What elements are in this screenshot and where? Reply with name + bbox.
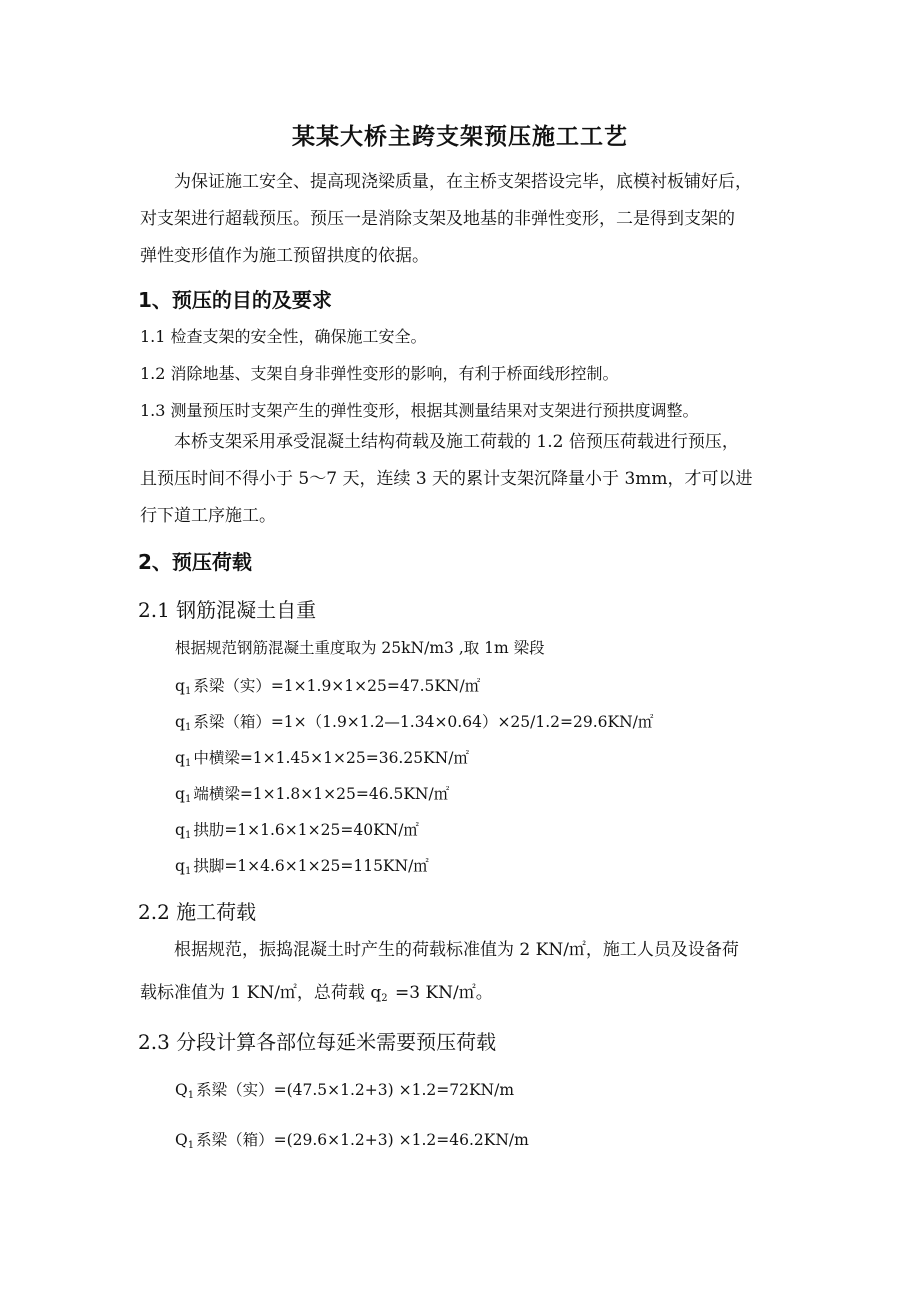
formula-row: [175, 710, 653, 733]
formula-symbol: q: [175, 785, 185, 803]
intro-paragraph: [140, 164, 790, 275]
subsection-2-2-line-1: 根据规范，振捣混凝土时产生的荷载标准值为 2 KN/㎡，施工人员及设备荷: [174, 940, 739, 960]
formula-text: 端横梁=1×1.8×1×25=46.5KN/㎡: [193, 785, 450, 803]
section-1-para-line-1: 本桥支架采用承受混凝土结构荷载及施工荷载的 1.2 倍预压荷载进行预压，: [174, 432, 739, 452]
section-1-item-1: 1.1 检查支架的安全性，确保施工安全。: [140, 327, 427, 346]
formula-symbol: q: [175, 821, 185, 839]
section-2-heading: 2、预压荷载: [138, 550, 252, 574]
formula-row: [175, 674, 480, 697]
intro-line-1: 为保证施工安全、提高现浇梁质量，在主桥支架搭设完毕，底模衬板铺好后，: [174, 172, 752, 192]
formula-symbol: Q: [175, 1081, 188, 1099]
formula-text: 拱肋=1×1.6×1×25=40KN/㎡: [193, 821, 419, 839]
page-title: 某某大桥主跨支架预压施工工艺: [292, 123, 628, 150]
formula-text: 系梁（实）=(47.5×1.2+3) ×1.2=72KN/m: [196, 1081, 515, 1099]
formula-subscript: 1: [184, 722, 192, 733]
section-1-paragraph: [140, 424, 790, 535]
formula-subscript: 1: [184, 686, 192, 697]
section-1-para-line-2: 且预压时间不得小于 5～7 天，连续 3 天的累计支架沉降量小于 3mm，才可以进: [140, 469, 753, 489]
formula-row: [175, 1128, 529, 1151]
formula-symbol: q: [175, 749, 185, 767]
subsection-2-1-intro: 根据规范钢筋混凝土重度取为 25kN/m3 ,取 1m 梁段: [175, 639, 545, 657]
formula-symbol: Q: [175, 1131, 188, 1149]
formula-text: 系梁（箱）=(29.6×1.2+3) ×1.2=46.2KN/m: [196, 1131, 529, 1149]
section-1-para-line-3: 行下道工序施工。: [140, 506, 276, 526]
section-1-item-3: 1.3 测量预压时支架产生的弹性变形，根据其测量结果对支架进行预拱度调整。: [140, 401, 699, 420]
subsection-2-2-paragraph: [140, 930, 790, 1022]
formula-subscript: 1: [187, 1090, 195, 1101]
formula-row: [175, 818, 419, 841]
formula-subscript: 1: [184, 830, 192, 841]
formula-subscript: 1: [184, 794, 192, 805]
intro-line-3: 弹性变形值作为施工预留拱度的依据。: [140, 246, 429, 266]
formula-row: [175, 854, 429, 877]
subsection-2-3-heading: 2.3 分段计算各部位每延米需要预压荷载: [138, 1030, 497, 1054]
formula-row: [175, 1078, 514, 1101]
section-1-item-2: 1.2 消除地基、支架自身非弹性变形的影响，有利于桥面线形控制。: [140, 364, 619, 383]
formula-text: 系梁（箱）=1×（1.9×1.2—1.34×0.64）×25/1.2=29.6KN/㎡: [193, 713, 654, 731]
intro-line-2: 对支架进行超载预压。预压一是消除支架及地基的非弹性变形，二是得到支架的: [140, 209, 735, 229]
formula-text: 系梁（实）=1×1.9×1×25=47.5KN/㎡: [193, 677, 481, 695]
formula-symbol: q: [175, 677, 185, 695]
formula-text: 拱脚=1×4.6×1×25=115KN/㎡: [193, 857, 429, 875]
formula-text: 中横梁=1×1.45×1×25=36.25KN/㎡: [193, 749, 469, 767]
formula-row: [175, 782, 449, 805]
formula-symbol: q: [175, 713, 185, 731]
subsection-2-1-heading: 2.1 钢筋混凝土自重: [138, 598, 317, 622]
formula-subscript: 1: [187, 1140, 195, 1151]
formula-subscript: 1: [184, 866, 192, 877]
formula-subscript: 1: [184, 758, 192, 769]
formula-symbol: q: [175, 857, 185, 875]
section-1-heading: 1、预压的目的及要求: [138, 288, 332, 312]
subsection-2-2-line-2: 载标准值为 1 KN/㎡，总荷载 $q_2 =3$ KN/㎡。: [140, 983, 493, 1004]
subsection-2-2-heading: 2.2 施工荷载: [138, 900, 257, 924]
formula-row: [175, 746, 469, 769]
